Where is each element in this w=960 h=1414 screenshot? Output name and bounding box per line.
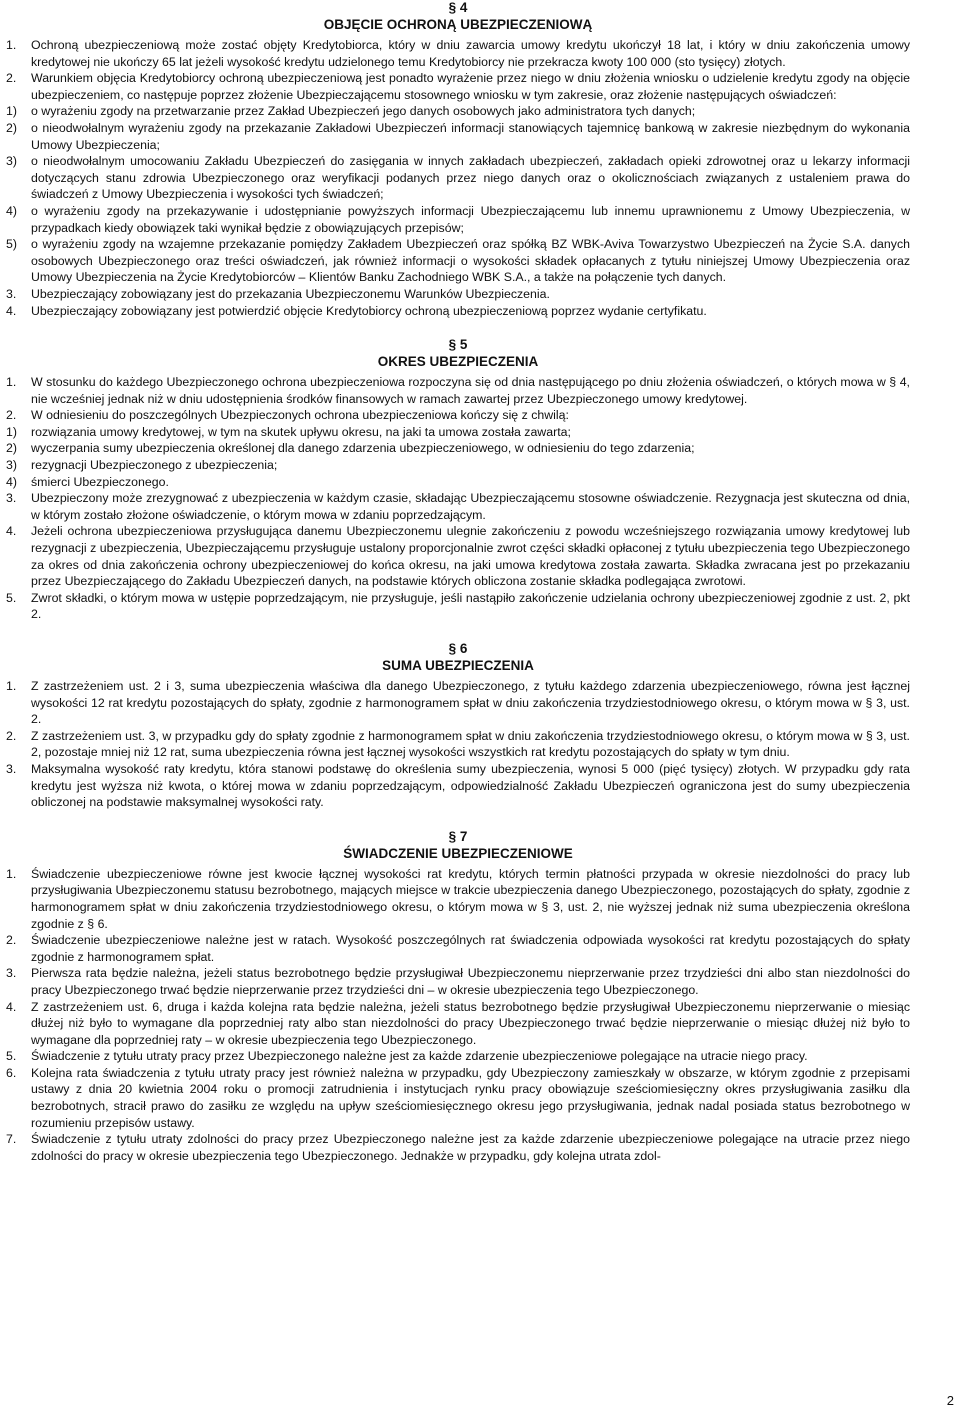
sub-point-number: 2) [6, 441, 17, 456]
sub-point-number: 5) [6, 237, 17, 252]
section-heading [6, 337, 910, 370]
paragraph [6, 728, 910, 761]
paragraph [6, 523, 910, 589]
paragraph-text: Ubezpieczający zobowiązany jest do przekazania Ubezpieczonemu Warunków Ubezpieczenia. [31, 286, 550, 301]
paragraph-number: 1. [6, 375, 17, 390]
paragraph-number: 3. [6, 761, 17, 776]
paragraph-text: Zwrot składki, o którym mowa w ustępie poprzedzającym, nie przysługuje, jeśli nastąpiło zakończenie udzielania ochrony ubezpieczeniowej zgodnie z ust. 2, pkt 2. [31, 590, 910, 622]
paragraph-text: Świadczenie z tytułu utraty pracy przez Ubezpieczonego należne jest za każde zdarzenie ubezpieczeniowe polegające na utracie niego pracy. [31, 1049, 808, 1064]
paragraph [6, 590, 910, 623]
section-number: § 7 [448, 828, 468, 844]
paragraph [6, 965, 910, 998]
sub-point [6, 236, 910, 286]
paragraph [6, 374, 910, 407]
sub-point-number: 3) [6, 458, 17, 473]
paragraph-text: Ochroną ubezpieczeniową może zostać objęty Kredytobiorca, który w dniu zawarcia umowy kredytu ukończył 18 lat, i który w dniu zakończenia umowy kredytowej nie ukończy 65 lat jeżeli wysokość kredytu udzielonego temu Kredytobiorcy nie przekracza kwoty 100 000 (sto tysięcy) złotych. [31, 38, 910, 69]
paragraph [6, 678, 910, 728]
section-title: OBJĘCIE OCHRONĄ UBEZPIECZENIOWĄ [323, 17, 593, 32]
paragraph [6, 37, 910, 70]
section-5 [6, 337, 910, 623]
paragraph-number: 2. [6, 408, 17, 423]
sub-point-number: 1) [6, 104, 17, 119]
paragraph [6, 490, 910, 523]
sub-point-text: rezygnacji Ubezpieczonego z ubezpieczenia; [31, 458, 278, 473]
sub-point [6, 103, 910, 120]
paragraph-number: 3. [6, 966, 17, 981]
sub-point [6, 424, 910, 441]
paragraph-text: Kolejna rata świadczenia z tytułu utraty pracy jest również należna w przypadku, gdy Ubezpieczony zamieszkały w obszarze, w którym zgodnie z przepisami ustawy z dnia 20 kwietnia 2004 roku o promocji zatrudnienia i instytucjach rynku pracy obowiązuje sześciomiesięczny okres przysługiwania zasiłku dla bezrobotnych, stracił prawo do zasiłku ze względu na upływ sześciomiesięcznego okresu jego przysługiwania, jednak nadal posiada status bezrobotnego w rozumieniu przepisów ustawy. [31, 1065, 910, 1130]
paragraph [6, 1065, 910, 1131]
sub-point-number: 4) [6, 203, 17, 218]
paragraph-number: 1. [6, 866, 17, 881]
section-heading [6, 829, 910, 862]
paragraph-text: Z zastrzeżeniem ust. 6, druga i każda kolejna rata będzie należna, jeżeli status bezrobotnego będzie przysługiwał Ubezpieczonemu nieprzerwanie o miesiąc dłużej niż było to wymagane dla poprzedniej raty albo stan niezdolności do pracy Ubezpieczonego trwać będzie nieprzerwanie o miesiąc dłużej niż było to wymagane dla poprzedniej raty – w okresie ubezpieczenia tego Ubezpieczonego. [31, 999, 910, 1047]
paragraph [6, 761, 910, 811]
sub-point-text: rozwiązania umowy kredytowej, w tym na skutek upływu okresu, na jaki ta umowa została zawarta; [31, 424, 571, 439]
paragraph-number: 5. [6, 590, 17, 605]
paragraph-text: Jeżeli ochrona ubezpieczeniowa przysługująca danemu Ubezpieczonemu ulegnie zakończeniu z powodu wcześniejszego rozwiązania umowy kredytowej lub rezygnacji z ubezpieczenia, Ubezpieczającemu przysługuje ustalony proporcjonalnie zwrot części składki opłaconej z tytułu ubezpieczenia tego Ubezpieczonego za okres od dnia zakończenia ochrony ubezpieczeniowej do końca okresu, na jaki umowa kredytowa została zawarta. Składka zwracana jest po przekazaniu przez Ubezpieczającego do Zakładu Ubezpieczeń danych, na podstawie których obliczona zostanie składka podlegająca zwrotowi. [31, 524, 910, 589]
sub-point-text: o wyrażeniu zgody na przetwarzanie przez Zakład Ubezpieczeń jego danych osobowych jako administratora tych danych; [31, 104, 696, 119]
sub-point [6, 203, 910, 236]
section-heading [6, 0, 910, 33]
paragraph-text: W odniesieniu do poszczególnych Ubezpieczonych ochrona ubezpieczeniowa kończy się z chwilą: [31, 408, 569, 423]
paragraph-number: 2. [6, 933, 17, 948]
paragraph-text: Maksymalna wysokość raty kredytu, która stanowi podstawę do określenia sumy ubezpieczenia, wynosi 5 000 (pięć tysięcy) złotych. W przypadku gdy rata kredytu jest wyższa niż kwota, o której mowa w zdaniu poprzedzającym, odpowiedzialność Zakładu Ubezpieczeń ograniczona jest do sumy ubezpieczenia obliczonej na podstawie maksymalnej wysokości raty. [31, 761, 910, 810]
section-4 [6, 0, 910, 319]
paragraph-number: 1. [6, 38, 17, 52]
section-number: § 5 [448, 337, 468, 353]
paragraph-number: 5. [6, 1049, 17, 1064]
page-number: 2 [946, 1393, 954, 1408]
paragraph-number: 2. [6, 71, 17, 86]
paragraph [6, 999, 910, 1049]
paragraph-text: Świadczenie z tytułu utraty zdolności do pracy przez Ubezpieczonego należne jest za każde zdarzenie ubezpieczeniowe polegające na utracie przez niego zdolności do pracy w okresie ubezpieczenia tego Ubezpieczonego. Jednakże w przypadku, gdy kolejna utrata zdol- [31, 1132, 910, 1163]
sub-point-number: 1) [6, 424, 17, 439]
sub-point-number: 4) [6, 474, 17, 489]
paragraph-text: Pierwsza rata będzie należna, jeżeli status bezrobotnego będzie przysługiwał Ubezpieczonemu nieprzerwanie przez trzydzieści dni albo stan niezdolności do pracy Ubezpieczonego trwać będzie nieprzerwanie przez trzydzieści dni – w okresie ubezpieczenia tego Ubezpieczonego. [31, 966, 910, 997]
paragraph-text: Z zastrzeżeniem ust. 2 i 3, suma ubezpieczenia właściwa dla danego Ubezpieczonego, z tytułu każdego zdarzenia ubezpieczeniowego, równa jest łącznej wysokości 12 rat kredytu pozostających do spłaty, zgodnie z harmonogramem spłat w dniu zakończenia trzydziestodniowego okresu, o którym mowa w § 3, ust. 2. [31, 679, 910, 727]
paragraph [6, 407, 910, 424]
section-6 [6, 641, 910, 811]
paragraph-text: Świadczenie ubezpieczeniowe należne jest w ratach. Wysokość poszczególnych rat świadczenia odpowiada wysokości rat kredytu pozostających do spłaty zgodnie z harmonogramem spłat. [31, 933, 910, 964]
sub-point [6, 474, 910, 491]
sub-point-text: o wyrażeniu zgody na przekazywanie i udostępnianie powyższych informacji Ubezpieczającemu lub innemu uprawnionemu z Umowy Ubezpieczenia, w przypadkach kiedy obowiązek taki wynikał będzie z obowiązujących przepisów; [31, 203, 910, 235]
paragraph-number: 2. [6, 728, 17, 743]
paragraph [6, 286, 910, 303]
paragraph-text: Ubezpieczony może zrezygnować z ubezpieczenia w każdym czasie, składając Ubezpieczającemu stosowne oświadczenie. Rezygnacja jest skuteczna od dnia, w którym zostało złożone oświadczenie, o którym mowa w zdaniu poprzedzającym. [31, 491, 910, 522]
section-title: SUMA UBEZPIECZENIA [382, 658, 534, 673]
paragraph-number: 4. [6, 303, 17, 318]
paragraph-number: 3. [6, 286, 17, 301]
sub-point-text: śmierci Ubezpieczonego. [31, 474, 169, 489]
paragraph-text: Świadczenie ubezpieczeniowe równe jest kwocie łącznej wysokości rat kredytu, których termin płatności przypada w okresie niezdolności do pracy lub przysługiwania Ubezpieczonemu statusu bezrobotnego, mających miejsce w trakcie ubezpieczenia danego Ubezpieczonego, pozostających do spłaty, zgodnie z harmonogramem spłat w dniu zakończenia trzydziestodniowego okresu, o którym mowa w § 3, ust. 2, nie wyższej jednak niż suma ubezpieczenia określona zgodnie z § 6. [31, 866, 910, 931]
paragraph-number: 7. [6, 1132, 17, 1147]
sub-point-number: 3) [6, 154, 17, 169]
document-body [6, 0, 910, 1164]
paragraph [6, 70, 910, 103]
sub-point-text: o nieodwołalnym umocowaniu Zakładu Ubezpieczeń do zasięgania w innych zakładach ubezpieczeń, zakładach opieki zdrowotnej oraz u lekarzy informacji dotyczących stanu zdrowia Ubezpieczonego oraz weryfikacji podanych przez niego danych oraz o okolicznościach związanych z ustaleniem prawa do świadczeń z Umowy Ubezpieczenia i wysokości tych świadczeń; [31, 154, 910, 202]
sub-point [6, 153, 910, 203]
paragraph [6, 1131, 910, 1164]
paragraph [6, 932, 910, 965]
sub-point [6, 457, 910, 474]
paragraph [6, 1048, 910, 1065]
sub-point-number: 2) [6, 120, 17, 135]
paragraph-number: 4. [6, 999, 17, 1014]
sub-point-text: o nieodwołalnym wyrażeniu zgody na przekazanie Zakładowi Ubezpieczeń informacji stanowiących tajemnicę bankową w zakresie niezbędnym do wykonania Umowy Ubezpieczenia; [31, 120, 910, 152]
section-number: § 6 [448, 641, 468, 656]
paragraph-number: 6. [6, 1065, 17, 1080]
paragraph-text: Ubezpieczający zobowiązany jest potwierdzić objęcie Kredytobiorcy ochroną ubezpieczeniową poprzez wydanie certyfikatu. [31, 303, 707, 318]
section-number: § 4 [448, 0, 468, 15]
paragraph-text: Z zastrzeżeniem ust. 3, w przypadku gdy do spłaty zgodnie z harmonogramem spłat w dniu zakończenia trzydziestodniowego okresu, o którym mowa w § 3, ust. 2, pozostaje mniej niż 12 rat, suma ubezpieczenia równa jest łącznej wysokości wszystkich rat kredytu pozostających do spłaty w tym dniu. [31, 728, 910, 760]
sub-point [6, 120, 910, 153]
paragraph-number: 1. [6, 679, 17, 693]
paragraph-text: Warunkiem objęcia Kredytobiorcy ochroną ubezpieczeniową jest ponadto wyrażenie przez niego w dniu złożenia wniosku o udzielenie kredytu zgody na objęcie ubezpieczeniem, co następuje poprzez złożenie Ubezpieczającemu stosownego wniosku w tym zakresie, oraz złożenie następujących oświadczeń: [31, 71, 910, 102]
section-heading [6, 641, 910, 674]
paragraph [6, 303, 910, 320]
paragraph-text: W stosunku do każdego Ubezpieczonego ochrona ubezpieczeniowa rozpoczyna się od dnia następującego po dniu złożenia oświadczeń, o których mowa w § 4, nie wcześniej jednak niż w dniu udostępnienia środków finansowych w ramach zawartej przez Ubezpieczonego umowy kredytowej. [31, 375, 910, 406]
sub-point-text: wyczerpania sumy ubezpieczenia określonej dla danego zdarzenia ubezpieczeniowego, w odniesieniu do tego zdarzenia; [31, 441, 695, 456]
paragraph-number: 4. [6, 524, 17, 539]
section-title: OKRES UBEZPIECZENIA [377, 354, 539, 370]
section-7 [6, 829, 910, 1165]
paragraph-number: 3. [6, 491, 17, 506]
section-title: ŚWIADCZENIE UBEZPIECZENIOWE [343, 845, 573, 861]
sub-point-text: o wyrażeniu zgody na wzajemne przekazanie pomiędzy Zakładem Ubezpieczeń oraz spółką BZ WBK-Aviva Towarzystwo Ubezpieczeń na Życie S.A. danych osobowych Ubezpieczonego oraz treści oświadczeń, jak również informacji o wysokości składek opłacanych z tytułu niniejszej Umowy Ubezpieczenia oraz Umowy Ubezpieczenia na Życie Kredytobiorców – Klientów Banku Zachodniego WBK S.A., a także na połączenie tych danych. [31, 237, 910, 285]
sub-point [6, 440, 910, 457]
paragraph [6, 866, 910, 932]
